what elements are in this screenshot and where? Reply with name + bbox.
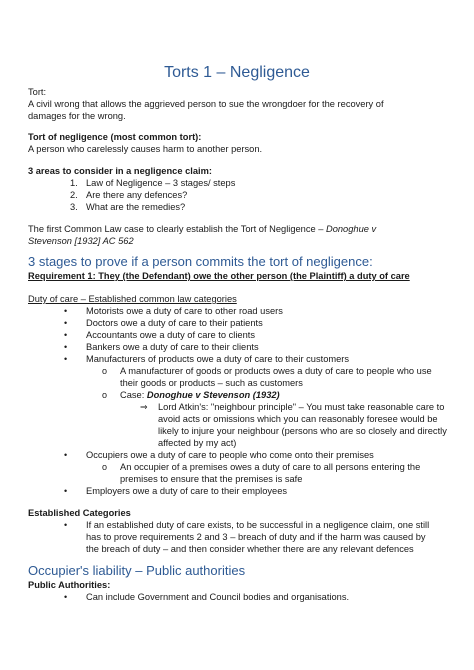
area-item: Law of Negligence – 3 stages/ steps — [86, 178, 236, 188]
atkin-line-3: likely to injure your neighbour (persons who are so closely and directly — [158, 426, 447, 436]
negligence-definition: A person who carelessly causes harm to another person. — [28, 144, 263, 154]
first-case-line-2: Stevenson [1932] AC 562 — [28, 236, 134, 246]
occupier-subitem-line-2: premises to ensure that the premises is safe — [120, 474, 303, 484]
requirement-1: Requirement 1: They (the Defendant) owe the other person (the Plaintiff) a duty of care — [28, 271, 410, 281]
bullet-icon: • — [64, 306, 68, 316]
negligence-heading: Tort of negligence (most common tort): — [28, 132, 202, 142]
manufacturer-subitem-line-1: A manufacturer of goods or products owes a duty of care to people who use — [120, 366, 432, 376]
circle-bullet-icon: o — [102, 390, 108, 400]
case-line — [120, 389, 280, 401]
bullet-icon: • — [64, 318, 68, 328]
public-authorities-heading: Public Authorities: — [28, 580, 111, 590]
bullet-icon: • — [64, 486, 68, 496]
established-line-2: has to prove requirements 2 and 3 – breach of duty and if the harm was caused by — [86, 532, 426, 542]
bullet-icon: • — [64, 342, 68, 352]
bullet-icon: • — [64, 450, 68, 460]
atkin-line-1: Lord Atkin's: "neighbour principle" – You must take reasonable care to — [158, 402, 445, 412]
section-heading-occupier: Occupier's liability – Public authorities — [28, 563, 246, 578]
bullet-icon: • — [64, 330, 68, 340]
circle-bullet-icon: o — [102, 366, 108, 376]
area-item: What are the remedies? — [86, 202, 186, 212]
section-heading-stages: 3 stages to prove if a person commits the tort of negligence: — [28, 254, 373, 269]
area-number: 1. — [70, 178, 78, 188]
bullet-icon: • — [64, 520, 68, 530]
duty-item: Motorists owe a duty of care to other road users — [86, 306, 283, 316]
area-number: 2. — [70, 190, 78, 200]
duty-item: Accountants owe a duty of care to clients — [86, 330, 255, 340]
duty-item: Bankers owe a duty of care to their clients — [86, 342, 259, 352]
atkin-line-2: avoid acts or omissions which you can reasonably foresee would be — [158, 414, 438, 424]
established-line-1: If an established duty of care exists, to be successful in a negligence claim, one still — [86, 520, 430, 530]
duty-heading: Duty of care – Established common law categories — [28, 294, 237, 304]
first-case-text: The first Common Law case to clearly establish the Tort of Negligence – — [28, 224, 326, 234]
tort-definition-line-2: damages for the wrong. — [28, 111, 126, 121]
first-case-line-1 — [28, 223, 376, 235]
bullet-icon: • — [64, 354, 68, 364]
public-authorities-item: Can include Government and Council bodies and organisations. — [86, 592, 350, 602]
established-line-3: the breach of duty – and then consider whether there are any relevant defences — [86, 544, 414, 554]
page-title: Torts 1 – Negligence — [164, 64, 310, 81]
area-item: Are there any defences? — [86, 190, 188, 200]
case-name: Donoghue v Stevenson (1932) — [146, 390, 280, 400]
occupier-item: Occupiers owe a duty of care to people who come onto their premises — [86, 450, 374, 460]
manufacturer-subitem-line-2: their goods or products – such as customers — [120, 378, 303, 388]
area-number: 3. — [70, 202, 78, 212]
occupier-subitem-line-1: An occupier of a premises owes a duty of care to all persons entering the — [120, 462, 421, 472]
tort-label: Tort: — [28, 87, 47, 97]
areas-heading: 3 areas to consider in a negligence claim: — [28, 166, 212, 176]
case-label: Case: — [120, 390, 147, 400]
atkin-line-4: affected by my act) — [158, 438, 237, 448]
circle-bullet-icon: o — [102, 462, 108, 472]
first-case-name: Donoghue v — [326, 224, 377, 234]
arrow-icon: ⇒ — [140, 402, 148, 412]
tort-definition-line-1: A civil wrong that allows the aggrieved person to sue the wrongdoer for the recovery of — [28, 99, 384, 109]
duty-item: Doctors owe a duty of care to their patients — [86, 318, 263, 328]
established-heading: Established Categories — [28, 508, 131, 518]
employer-item: Employers owe a duty of care to their employees — [86, 486, 288, 496]
bullet-icon: • — [64, 592, 68, 602]
duty-item: Manufacturers of products owe a duty of care to their customers — [86, 354, 350, 364]
